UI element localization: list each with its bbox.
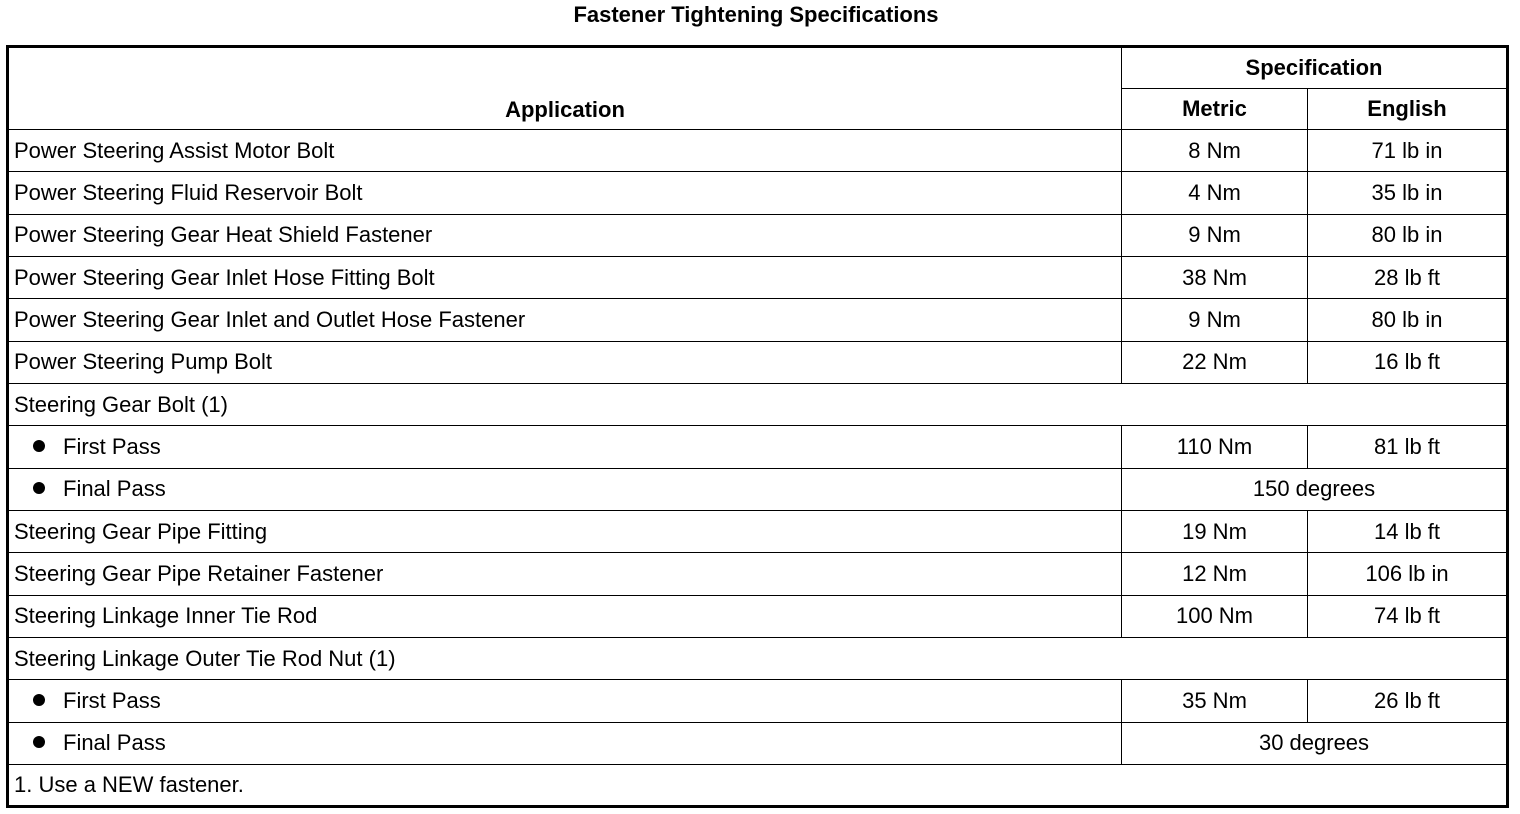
table-row <box>8 130 1508 172</box>
table-row <box>8 426 1508 468</box>
bullet-icon <box>33 736 45 748</box>
metric-cell: 9 Nm <box>1122 299 1308 341</box>
bullet-label: Final Pass <box>63 730 166 756</box>
footnote: 1. Use a NEW fastener. <box>8 765 1508 807</box>
application-cell: Power Steering Gear Inlet and Outlet Hose Fastener <box>8 299 1122 341</box>
application-cell: Power Steering Pump Bolt <box>8 341 1122 383</box>
metric-header: Metric <box>1122 89 1308 130</box>
english-cell: 71 lb in <box>1308 130 1508 172</box>
bullet-label: First Pass <box>63 687 161 713</box>
application-cell: Steering Gear Pipe Retainer Fastener <box>8 553 1122 595</box>
application-cell: Power Steering Gear Inlet Hose Fitting Bolt <box>8 256 1122 298</box>
english-cell: 74 lb ft <box>1308 595 1508 637</box>
english-cell: 35 lb in <box>1308 172 1508 214</box>
bullet-application-cell <box>8 468 1122 510</box>
metric-cell: 19 Nm <box>1122 510 1308 552</box>
metric-cell: 22 Nm <box>1122 341 1308 383</box>
bullet-application-cell <box>8 426 1122 468</box>
english-cell: 26 lb ft <box>1308 680 1508 722</box>
application-header: Application <box>8 47 1122 130</box>
bullet-label: First Pass <box>63 433 161 459</box>
metric-cell: 4 Nm <box>1122 172 1308 214</box>
table-row <box>8 722 1508 764</box>
table-row <box>8 595 1508 637</box>
bullet-application-cell <box>8 722 1122 764</box>
metric-cell: 38 Nm <box>1122 256 1308 298</box>
table-row <box>8 341 1508 383</box>
bullet-icon <box>33 694 45 706</box>
metric-cell: 110 Nm <box>1122 426 1308 468</box>
table-row <box>8 256 1508 298</box>
bullet-icon <box>33 440 45 452</box>
english-cell: 14 lb ft <box>1308 510 1508 552</box>
application-cell: Steering Gear Pipe Fitting <box>8 510 1122 552</box>
table-row <box>8 468 1508 510</box>
table-row <box>8 172 1508 214</box>
page-title: Fastener Tightening Specifications <box>573 2 939 27</box>
table-row <box>8 680 1508 722</box>
bullet-label: Final Pass <box>63 476 166 502</box>
english-header: English <box>1308 89 1508 130</box>
english-cell: 28 lb ft <box>1308 256 1508 298</box>
bullet-application-cell <box>8 680 1122 722</box>
english-cell: 106 lb in <box>1308 553 1508 595</box>
spec-table-body <box>8 130 1508 765</box>
metric-cell: 8 Nm <box>1122 130 1308 172</box>
english-cell: 81 lb ft <box>1308 426 1508 468</box>
table-row <box>8 383 1508 425</box>
table-row <box>8 299 1508 341</box>
specification-header: Specification <box>1122 47 1508 89</box>
application-cell: Steering Linkage Inner Tie Rod <box>8 595 1122 637</box>
table-row <box>8 214 1508 256</box>
metric-cell: 9 Nm <box>1122 214 1308 256</box>
application-cell: Power Steering Gear Heat Shield Fastener <box>8 214 1122 256</box>
metric-cell: 100 Nm <box>1122 595 1308 637</box>
table-row <box>8 510 1508 552</box>
english-cell: 16 lb ft <box>1308 341 1508 383</box>
table-row <box>8 553 1508 595</box>
application-cell: Power Steering Assist Motor Bolt <box>8 130 1122 172</box>
angle-spec-cell: 150 degrees <box>1122 468 1508 510</box>
metric-cell: 12 Nm <box>1122 553 1308 595</box>
application-cell: Power Steering Fluid Reservoir Bolt <box>8 172 1122 214</box>
fastener-spec-table <box>6 45 1509 808</box>
group-heading-cell: Steering Linkage Outer Tie Rod Nut (1) <box>8 637 1508 679</box>
angle-spec-cell: 30 degrees <box>1122 722 1508 764</box>
english-cell: 80 lb in <box>1308 214 1508 256</box>
bullet-icon <box>33 482 45 494</box>
metric-cell: 35 Nm <box>1122 680 1308 722</box>
group-heading-cell: Steering Gear Bolt (1) <box>8 383 1508 425</box>
english-cell: 80 lb in <box>1308 299 1508 341</box>
table-row <box>8 637 1508 679</box>
